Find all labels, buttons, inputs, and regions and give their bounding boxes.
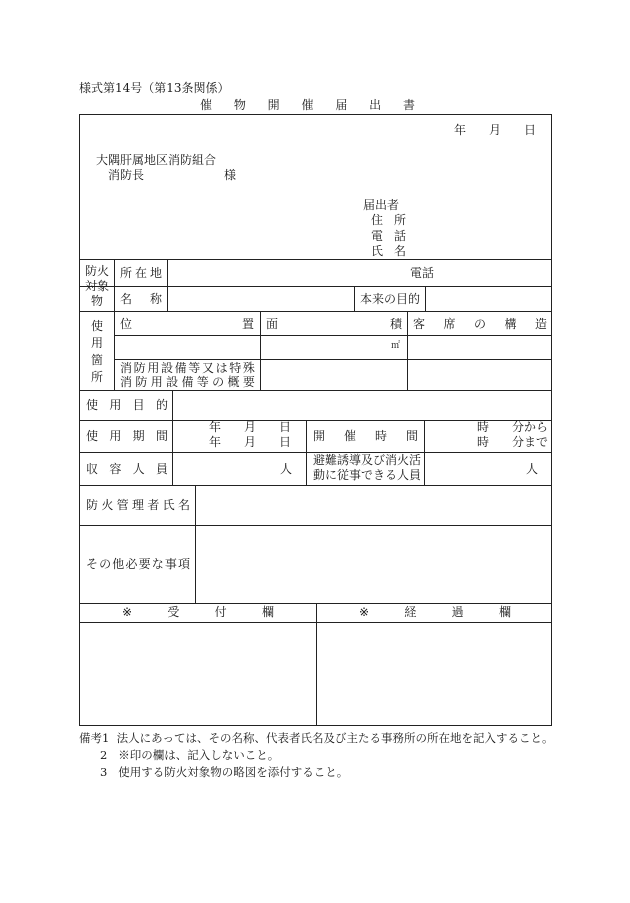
position-label: 位 置	[120, 317, 254, 331]
time-to-minute: 分まで	[512, 435, 549, 449]
reception-column-label: ※ 受 付 欄	[122, 605, 274, 619]
note-3: 3 使用する防火対象物の略図を添付すること。	[100, 765, 349, 779]
area-label: 面 積	[266, 317, 402, 331]
applicant-address-label: 住 所	[371, 213, 406, 227]
area-unit: ㎡	[391, 341, 401, 351]
object-phone-label: 電話	[410, 266, 435, 280]
location-label: 所 在 地	[120, 266, 162, 280]
form-title: 催 物 開 催 届 出 書	[200, 98, 415, 112]
other-matters-label: そ の 他 必 要 な 事 項	[86, 557, 190, 571]
fire-object-label: 防火 対象 物	[84, 264, 109, 308]
addressee-honorific: 様	[224, 168, 237, 182]
addressee-chief: 消防長	[108, 168, 145, 182]
time-to-hour: 時	[477, 435, 490, 449]
progress-column-label: ※ 経 過 欄	[359, 605, 511, 619]
original-purpose-label: 本来の目的	[360, 292, 421, 306]
equipment-label-line1: 消 防 用 設 備 等 又 は 特 殊	[120, 361, 255, 375]
staff-label-line2: 動に従事できる人員	[313, 468, 422, 482]
time-from-minute: 分から	[512, 420, 549, 434]
capacity-label: 収 容 人 員	[86, 462, 168, 476]
equipment-label-line2: 消 防 用 設 備 等 の 概 要	[120, 375, 255, 389]
applicant-name-label: 氏 名	[371, 244, 406, 258]
note-1: 備考1 法人にあっては、その名称、代表者氏名及び主たる事務所の所在地を記入すること。	[79, 731, 554, 745]
staff-label-line1: 避難誘導及び消火活	[313, 453, 422, 467]
seating-structure-label: 客 席 の 構 造	[413, 317, 547, 331]
event-time-label: 開 催 時 間	[313, 429, 418, 443]
form-number: 様式第14号（第13条関係）	[79, 81, 230, 95]
staff-unit: 人	[526, 462, 539, 476]
period-from-units: 年 月 日	[209, 420, 291, 434]
use-period-label: 使 用 期 間	[86, 429, 168, 443]
time-from-hour: 時	[477, 420, 490, 434]
notification-form	[79, 114, 552, 726]
applicant-phone-label: 電 話	[371, 229, 406, 243]
period-to-units: 年 月 日	[209, 435, 291, 449]
date-line: 年 月 日	[454, 123, 536, 137]
applicant-label: 届出者	[363, 198, 400, 212]
place-label: 使 用 箇 所	[90, 319, 103, 384]
fire-manager-label: 防 火 管 理 者 氏 名	[86, 498, 190, 512]
note-2: 2 ※印の欄は、記入しないこと。	[100, 748, 280, 762]
use-purpose-label: 使 用 目 的	[86, 398, 168, 412]
capacity-unit: 人	[280, 462, 293, 476]
addressee-org: 大隅肝属地区消防組合	[96, 153, 217, 167]
object-name-label: 名 称	[120, 292, 162, 306]
